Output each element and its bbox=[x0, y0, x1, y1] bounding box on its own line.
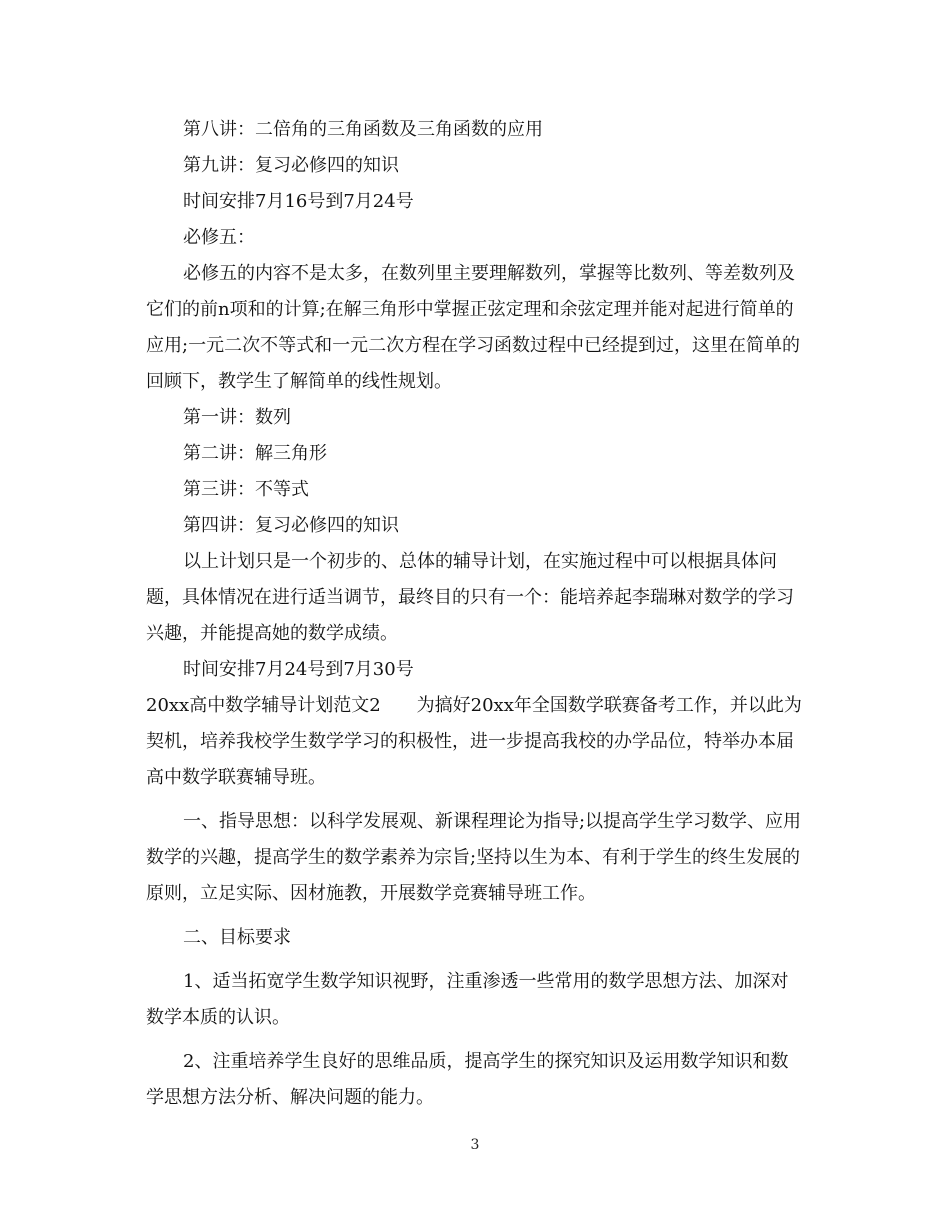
schedule-line-1: 时间安排7月16号到7月24号 bbox=[183, 191, 414, 212]
guiding-ideology-paragraph: 一、指导思想：以科学发展观、新课程理论为指导;以提高学生学习数学、应用数学的兴趣，提高学生的数学素养为宗旨;坚持以生为本、有利于学生的终生发展的原则，立足实际、因材施教，开展数学竞赛辅导班工作。 bbox=[146, 811, 802, 904]
compulsory-5-description: 必修五的内容不是太多，在数列里主要理解数列，掌握等比数列、等差数列及它们的前n项和的计算;在解三角形中掌握正弦定理和余弦定理并能对起进行简单的应用;一元二次不等式和一元二次方程在学习函数过程中已经提到过，这里在简单的回顾下，教学生了解简单的线性规划。 bbox=[146, 263, 801, 392]
plan-summary-paragraph: 以上计划只是一个初步的、总体的辅导计划，在实施过程中可以根据具体问题，具体情况在进行适当调节，最终目的只有一个：能培养起李瑞琳对数学的学习兴趣，并能提高她的数学成绩。 bbox=[146, 551, 794, 644]
section-heading-compulsory-5: 必修五： bbox=[183, 227, 255, 248]
lecture-1-line: 第一讲：数列 bbox=[183, 407, 291, 428]
page-number: 3 bbox=[470, 1137, 480, 1153]
lecture-8-line: 第八讲：二倍角的三角函数及三角函数的应用 bbox=[183, 119, 543, 140]
lecture-9-line: 第九讲：复习必修四的知识 bbox=[183, 155, 399, 176]
goal-1-paragraph: 1、适当拓宽学生数学知识视野，注重渗透一些常用的数学思想方法、加深对数学本质的认识。 bbox=[146, 971, 789, 1028]
goal-2-paragraph: 2、注重培养学生良好的思维品质，提高学生的探究知识及运用数学知识和数学思想方法分析、解决问题的能力。 bbox=[146, 1051, 789, 1108]
document-body bbox=[146, 112, 806, 1116]
lecture-4-line: 第四讲：复习必修四的知识 bbox=[183, 515, 399, 536]
schedule-line-2: 时间安排7月24号到7月30号 bbox=[183, 659, 414, 680]
sample-plan-2-intro: 20xx高中数学辅导计划范文2 为搞好20xx年全国数学联赛备考工作，并以此为契机，培养我校学生数学学习的积极性，进一步提高我校的办学品位，特举办本届高中数学联赛辅导班。 bbox=[146, 695, 802, 788]
lecture-2-line: 第二讲：解三角形 bbox=[183, 443, 327, 464]
lecture-3-line: 第三讲：不等式 bbox=[183, 479, 309, 500]
goals-heading: 二、目标要求 bbox=[183, 927, 291, 948]
